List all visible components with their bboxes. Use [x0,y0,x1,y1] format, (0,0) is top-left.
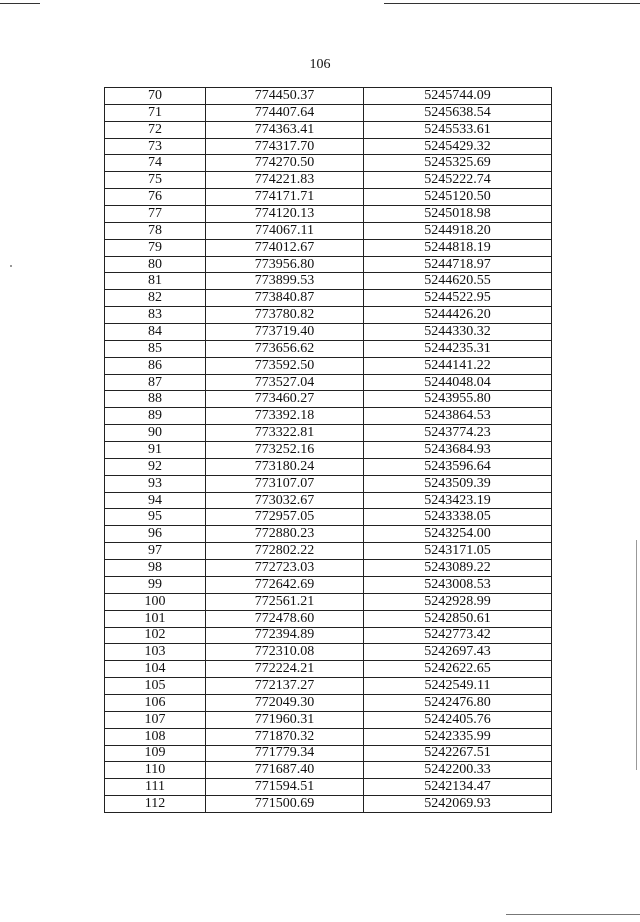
y-coordinate-cell: 5244522.95 [364,290,552,307]
table-row [105,425,552,442]
x-coordinate-cell: 773252.16 [206,442,364,459]
point-number-cell: 97 [105,543,206,560]
point-number-cell: 72 [105,121,206,138]
y-coordinate-cell: 5243254.00 [364,526,552,543]
point-number-cell: 80 [105,256,206,273]
y-coordinate-cell: 5242850.61 [364,610,552,627]
table-row [105,374,552,391]
point-number-cell: 87 [105,374,206,391]
scan-edge-line-right [384,3,640,4]
y-coordinate-cell: 5242622.65 [364,661,552,678]
table-row [105,593,552,610]
point-number-cell: 85 [105,340,206,357]
y-coordinate-cell: 5245120.50 [364,189,552,206]
x-coordinate-cell: 773592.50 [206,357,364,374]
x-coordinate-cell: 774317.70 [206,138,364,155]
x-coordinate-cell: 772310.08 [206,644,364,661]
y-coordinate-cell: 5242697.43 [364,644,552,661]
point-number-cell: 76 [105,189,206,206]
x-coordinate-cell: 773956.80 [206,256,364,273]
point-number-cell: 70 [105,88,206,105]
table-row [105,509,552,526]
table-row [105,256,552,273]
y-coordinate-cell: 5244141.22 [364,357,552,374]
point-number-cell: 111 [105,779,206,796]
x-coordinate-cell: 774407.64 [206,104,364,121]
table-row [105,340,552,357]
x-coordinate-cell: 772561.21 [206,593,364,610]
table-row [105,391,552,408]
y-coordinate-cell: 5243423.19 [364,492,552,509]
x-coordinate-cell: 771594.51 [206,779,364,796]
point-number-cell: 92 [105,458,206,475]
y-coordinate-cell: 5245744.09 [364,88,552,105]
x-coordinate-cell: 773527.04 [206,374,364,391]
x-coordinate-cell: 773899.53 [206,273,364,290]
table-row [105,88,552,105]
x-coordinate-cell: 773032.67 [206,492,364,509]
point-number-cell: 106 [105,694,206,711]
y-coordinate-cell: 5243008.53 [364,576,552,593]
point-number-cell: 88 [105,391,206,408]
y-coordinate-cell: 5244235.31 [364,340,552,357]
x-coordinate-cell: 772137.27 [206,678,364,695]
point-number-cell: 103 [105,644,206,661]
point-number-cell: 101 [105,610,206,627]
table-row [105,644,552,661]
point-number-cell: 105 [105,678,206,695]
y-coordinate-cell: 5244330.32 [364,324,552,341]
table-row [105,408,552,425]
x-coordinate-cell: 771870.32 [206,728,364,745]
y-coordinate-cell: 5242405.76 [364,711,552,728]
point-number-cell: 83 [105,307,206,324]
y-coordinate-cell: 5245638.54 [364,104,552,121]
x-coordinate-cell: 771960.31 [206,711,364,728]
y-coordinate-cell: 5242069.93 [364,796,552,813]
x-coordinate-cell: 773107.07 [206,475,364,492]
point-number-cell: 107 [105,711,206,728]
table-row [105,442,552,459]
y-coordinate-cell: 5244718.97 [364,256,552,273]
y-coordinate-cell: 5242928.99 [364,593,552,610]
y-coordinate-cell: 5243171.05 [364,543,552,560]
table-row [105,475,552,492]
y-coordinate-cell: 5242549.11 [364,678,552,695]
scan-edge-line-left [0,3,40,4]
point-number-cell: 108 [105,728,206,745]
y-coordinate-cell: 5243338.05 [364,509,552,526]
x-coordinate-cell: 772224.21 [206,661,364,678]
y-coordinate-cell: 5242773.42 [364,627,552,644]
y-coordinate-cell: 5242134.47 [364,779,552,796]
x-coordinate-cell: 772802.22 [206,543,364,560]
point-number-cell: 110 [105,762,206,779]
point-number-cell: 93 [105,475,206,492]
table-row [105,728,552,745]
x-coordinate-cell: 772723.03 [206,560,364,577]
point-number-cell: 112 [105,796,206,813]
y-coordinate-cell: 5244426.20 [364,307,552,324]
point-number-cell: 75 [105,172,206,189]
point-number-cell: 81 [105,273,206,290]
point-number-cell: 77 [105,206,206,223]
table-row [105,745,552,762]
table-row [105,779,552,796]
y-coordinate-cell: 5245429.32 [364,138,552,155]
x-coordinate-cell: 773719.40 [206,324,364,341]
point-number-cell: 96 [105,526,206,543]
y-coordinate-cell: 5243774.23 [364,425,552,442]
point-number-cell: 82 [105,290,206,307]
x-coordinate-cell: 774120.13 [206,206,364,223]
table-row [105,762,552,779]
x-coordinate-cell: 774270.50 [206,155,364,172]
table-row [105,324,552,341]
x-coordinate-cell: 773656.62 [206,340,364,357]
point-number-cell: 91 [105,442,206,459]
point-number-cell: 79 [105,239,206,256]
table-row [105,189,552,206]
table-row [105,239,552,256]
x-coordinate-cell: 771500.69 [206,796,364,813]
table-row [105,678,552,695]
table-row [105,155,552,172]
point-number-cell: 78 [105,222,206,239]
x-coordinate-cell: 771779.34 [206,745,364,762]
scan-speck [10,265,12,267]
table-row [105,526,552,543]
table-row [105,711,552,728]
x-coordinate-cell: 773780.82 [206,307,364,324]
table-row [105,576,552,593]
x-coordinate-cell: 773392.18 [206,408,364,425]
point-number-cell: 90 [105,425,206,442]
x-coordinate-cell: 774221.83 [206,172,364,189]
x-coordinate-cell: 774012.67 [206,239,364,256]
coordinates-table-body [105,88,552,813]
x-coordinate-cell: 773460.27 [206,391,364,408]
point-number-cell: 102 [105,627,206,644]
y-coordinate-cell: 5244620.55 [364,273,552,290]
point-number-cell: 99 [105,576,206,593]
point-number-cell: 94 [105,492,206,509]
y-coordinate-cell: 5243684.93 [364,442,552,459]
point-number-cell: 74 [105,155,206,172]
table-row [105,627,552,644]
point-number-cell: 95 [105,509,206,526]
y-coordinate-cell: 5243596.64 [364,458,552,475]
table-row [105,121,552,138]
y-coordinate-cell: 5242476.80 [364,694,552,711]
point-number-cell: 73 [105,138,206,155]
table-row [105,273,552,290]
x-coordinate-cell: 774067.11 [206,222,364,239]
y-coordinate-cell: 5245018.98 [364,206,552,223]
x-coordinate-cell: 774171.71 [206,189,364,206]
coordinates-table [104,87,552,813]
table-row [105,560,552,577]
table-row [105,138,552,155]
table-row [105,357,552,374]
scan-edge-line-side [636,540,637,770]
x-coordinate-cell: 773180.24 [206,458,364,475]
point-number-cell: 84 [105,324,206,341]
point-number-cell: 109 [105,745,206,762]
x-coordinate-cell: 772478.60 [206,610,364,627]
table-row [105,172,552,189]
table-row [105,610,552,627]
y-coordinate-cell: 5245222.74 [364,172,552,189]
table-row [105,661,552,678]
table-row [105,206,552,223]
point-number-cell: 98 [105,560,206,577]
y-coordinate-cell: 5244818.19 [364,239,552,256]
table-row [105,290,552,307]
y-coordinate-cell: 5244918.20 [364,222,552,239]
y-coordinate-cell: 5243509.39 [364,475,552,492]
x-coordinate-cell: 773322.81 [206,425,364,442]
x-coordinate-cell: 772880.23 [206,526,364,543]
y-coordinate-cell: 5244048.04 [364,374,552,391]
scan-edge-line-bottom [506,914,640,915]
x-coordinate-cell: 771687.40 [206,762,364,779]
table-row [105,104,552,121]
page-number: 106 [309,57,331,72]
point-number-cell: 89 [105,408,206,425]
x-coordinate-cell: 772957.05 [206,509,364,526]
y-coordinate-cell: 5245533.61 [364,121,552,138]
table-row [105,222,552,239]
y-coordinate-cell: 5242335.99 [364,728,552,745]
x-coordinate-cell: 772049.30 [206,694,364,711]
point-number-cell: 104 [105,661,206,678]
x-coordinate-cell: 773840.87 [206,290,364,307]
table-row [105,458,552,475]
y-coordinate-cell: 5242267.51 [364,745,552,762]
x-coordinate-cell: 774450.37 [206,88,364,105]
table-row [105,492,552,509]
y-coordinate-cell: 5245325.69 [364,155,552,172]
x-coordinate-cell: 772394.89 [206,627,364,644]
y-coordinate-cell: 5243955.80 [364,391,552,408]
point-number-cell: 71 [105,104,206,121]
y-coordinate-cell: 5243864.53 [364,408,552,425]
y-coordinate-cell: 5242200.33 [364,762,552,779]
x-coordinate-cell: 774363.41 [206,121,364,138]
table-row [105,694,552,711]
x-coordinate-cell: 772642.69 [206,576,364,593]
table-row [105,796,552,813]
point-number-cell: 100 [105,593,206,610]
table-row [105,543,552,560]
point-number-cell: 86 [105,357,206,374]
table-row [105,307,552,324]
y-coordinate-cell: 5243089.22 [364,560,552,577]
